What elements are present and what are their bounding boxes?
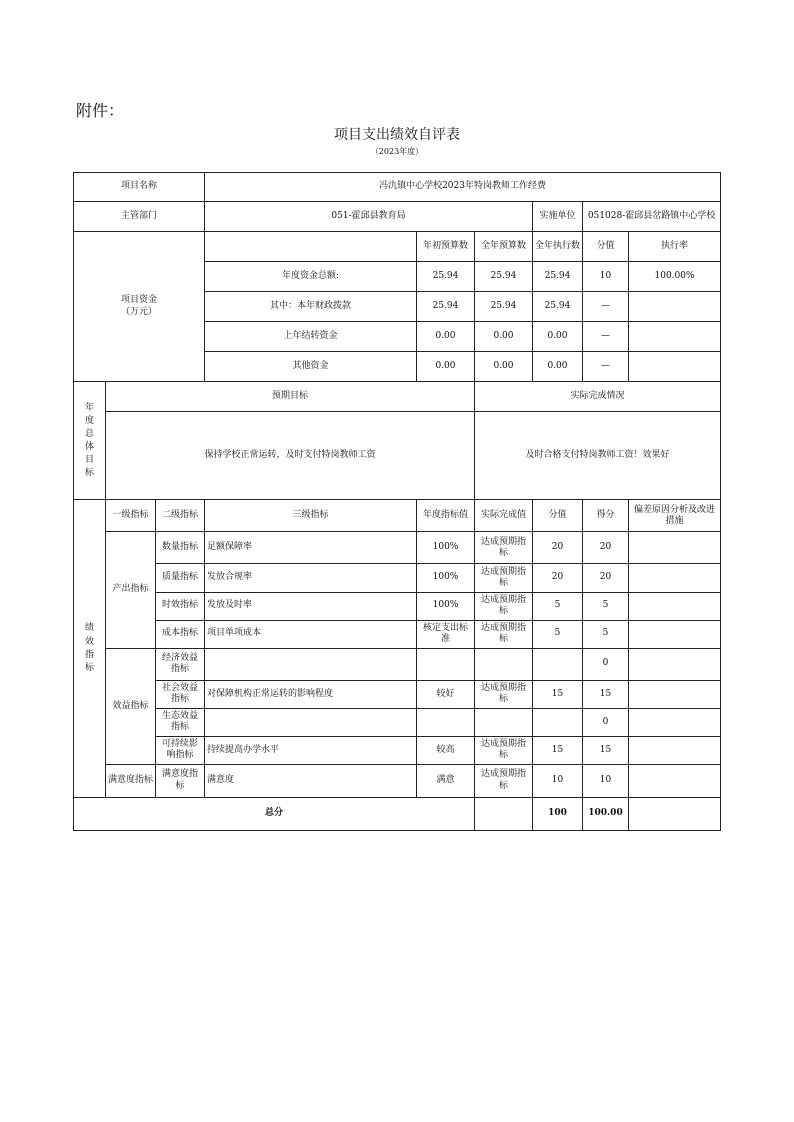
perf-score: 15 [583, 680, 629, 708]
perf-score: 10 [583, 764, 629, 797]
perf-score: 0 [583, 708, 629, 736]
funds-header-initial: 年初预算数 [417, 232, 475, 262]
funds-annual: 25.94 [475, 292, 533, 322]
perf-l2: 数量指标 [156, 532, 205, 564]
perf-l2: 满意度指标 [156, 764, 205, 797]
perf-target: 100% [417, 564, 475, 592]
perf-l2: 时效指标 [156, 592, 205, 620]
perf-header-target: 年度指标值 [417, 500, 475, 532]
funds-annual: 25.94 [475, 262, 533, 292]
goals-actual: 及时合格支付特岗教师工资！效果好 [475, 412, 721, 500]
funds-header-blank [205, 232, 417, 262]
perf-reason [629, 532, 721, 564]
perf-header-l3: 三级指标 [205, 500, 417, 532]
funds-executed: 25.94 [533, 292, 583, 322]
funds-initial: 25.94 [417, 262, 475, 292]
perf-reason [629, 680, 721, 708]
perf-l2: 质量指标 [156, 564, 205, 592]
perf-reason [629, 708, 721, 736]
funds-annual: 0.00 [475, 352, 533, 382]
funds-header-row [74, 232, 721, 262]
table-row [74, 764, 721, 797]
table-row [74, 680, 721, 708]
perf-score: 5 [583, 592, 629, 620]
total-reason [629, 797, 721, 830]
perf-score: 20 [583, 532, 629, 564]
goals-expected: 保持学校正常运转，及时支付特岗教师工资 [106, 412, 475, 500]
department-row [74, 202, 721, 232]
project-name-value: 冯氿镇中心学校2023年特岗教师工作经费 [205, 173, 721, 202]
perf-l2: 生态效益指标 [156, 708, 205, 736]
perf-l2: 成本指标 [156, 620, 205, 648]
goals-header-row [74, 382, 721, 412]
funds-row-label: 上年结转资金 [205, 322, 417, 352]
table-row [74, 708, 721, 736]
perf-weight: 20 [533, 532, 583, 564]
attachment-label: 附件： [76, 101, 125, 120]
perf-l3: 对保障机构正常运转的影响程度 [205, 680, 417, 708]
perf-l3: 足额保障率 [205, 532, 417, 564]
goals-content-row [74, 412, 721, 500]
dept-label: 主管部门 [74, 202, 205, 232]
perf-l3: 项目单项成本 [205, 620, 417, 648]
funds-rate: 100.00% [629, 262, 721, 292]
table-row [74, 532, 721, 564]
perf-reason [629, 648, 721, 680]
perf-target [417, 648, 475, 680]
funds-initial: 0.00 [417, 322, 475, 352]
perf-score: 0 [583, 648, 629, 680]
perf-target: 100% [417, 592, 475, 620]
funds-annual: 0.00 [475, 322, 533, 352]
total-weight: 100 [533, 797, 583, 830]
funds-row-label: 年度资金总额: [205, 262, 417, 292]
perf-score: 5 [583, 620, 629, 648]
perf-l1-output: 产出指标 [106, 532, 156, 648]
perf-weight: 15 [533, 680, 583, 708]
table-row [74, 564, 721, 592]
funds-header-annual: 全年预算数 [475, 232, 533, 262]
funds-header-weight: 分值 [583, 232, 629, 262]
perf-l3: 发放及时率 [205, 592, 417, 620]
funds-weight: — [583, 322, 629, 352]
perf-l2: 可持续影响指标 [156, 736, 205, 764]
funds-header-rate: 执行率 [629, 232, 721, 262]
perf-actual: 达成预期指标 [475, 680, 533, 708]
evaluation-table [73, 172, 721, 831]
perf-l3 [205, 648, 417, 680]
perf-weight: 20 [533, 564, 583, 592]
funds-initial: 25.94 [417, 292, 475, 322]
perf-actual: 达成预期指标 [475, 620, 533, 648]
perf-l3: 持续提高办学水平 [205, 736, 417, 764]
perf-actual: 达成预期指标 [475, 564, 533, 592]
perf-header-l2: 二级指标 [156, 500, 205, 532]
perf-weight [533, 648, 583, 680]
total-row [74, 797, 721, 830]
perf-l3: 发放合规率 [205, 564, 417, 592]
funds-rate [629, 352, 721, 382]
perf-weight: 15 [533, 736, 583, 764]
table-row [74, 736, 721, 764]
perf-header-reason: 偏差原因分析及改进措施 [629, 500, 721, 532]
perf-score: 20 [583, 564, 629, 592]
funds-row-label: 其中：本年财政拨款 [205, 292, 417, 322]
table-row [74, 648, 721, 680]
total-label: 总分 [74, 797, 475, 830]
dept-value: 051-霍邱县教育局 [205, 202, 533, 232]
perf-reason [629, 592, 721, 620]
goals-expected-header: 预期目标 [106, 382, 475, 412]
funds-label: 项目资金 （万元） [74, 232, 205, 382]
perf-target [417, 708, 475, 736]
perf-actual: 达成预期指标 [475, 592, 533, 620]
project-name-row [74, 173, 721, 202]
perf-weight: 5 [533, 592, 583, 620]
goals-label: 年度总体目标 [74, 382, 106, 500]
perf-header-weight: 分值 [533, 500, 583, 532]
perf-target: 100% [417, 532, 475, 564]
perf-actual: 达成预期指标 [475, 736, 533, 764]
funds-row-label: 其他资金 [205, 352, 417, 382]
year-subtitle: （2023年度） [370, 147, 424, 156]
funds-rate [629, 292, 721, 322]
perf-score: 15 [583, 736, 629, 764]
perf-target: 满意 [417, 764, 475, 797]
perf-actual [475, 708, 533, 736]
perf-l1-benefit: 效益指标 [106, 648, 156, 764]
perf-target: 较好 [417, 680, 475, 708]
goals-actual-header: 实际完成情况 [475, 382, 721, 412]
perf-l2: 社会效益指标 [156, 680, 205, 708]
perf-l3: 满意度 [205, 764, 417, 797]
perf-header-actual: 实际完成值 [475, 500, 533, 532]
perf-reason [629, 764, 721, 797]
page-title: 项目支出绩效自评表 [334, 127, 460, 143]
perf-target: 较高 [417, 736, 475, 764]
perf-header-l1: 一级指标 [106, 500, 156, 532]
perf-actual: 达成预期指标 [475, 532, 533, 564]
perf-reason [629, 564, 721, 592]
perf-weight: 5 [533, 620, 583, 648]
perf-l3 [205, 708, 417, 736]
table-row [74, 592, 721, 620]
funds-initial: 0.00 [417, 352, 475, 382]
table-row [74, 620, 721, 648]
funds-executed: 25.94 [533, 262, 583, 292]
perf-actual [475, 648, 533, 680]
impl-label: 实施单位 [533, 202, 583, 232]
perf-target: 核定支出标准 [417, 620, 475, 648]
project-name-label: 项目名称 [74, 173, 205, 202]
funds-weight: — [583, 352, 629, 382]
perf-actual: 达成预期指标 [475, 764, 533, 797]
funds-executed: 0.00 [533, 352, 583, 382]
funds-rate [629, 322, 721, 352]
funds-weight: 10 [583, 262, 629, 292]
performance-header-row [74, 500, 721, 532]
funds-header-executed: 全年执行数 [533, 232, 583, 262]
performance-label: 绩效指标 [74, 500, 106, 797]
perf-reason [629, 620, 721, 648]
perf-l1-satisfaction: 满意度指标 [106, 764, 156, 797]
total-actual [475, 797, 533, 830]
perf-weight [533, 708, 583, 736]
perf-header-score: 得分 [583, 500, 629, 532]
funds-executed: 0.00 [533, 322, 583, 352]
impl-value: 051028-霍邱县岔路镇中心学校 [583, 202, 721, 232]
total-score: 100.00 [583, 797, 629, 830]
perf-reason [629, 736, 721, 764]
funds-weight: — [583, 292, 629, 322]
perf-weight: 10 [533, 764, 583, 797]
perf-l2: 经济效益指标 [156, 648, 205, 680]
